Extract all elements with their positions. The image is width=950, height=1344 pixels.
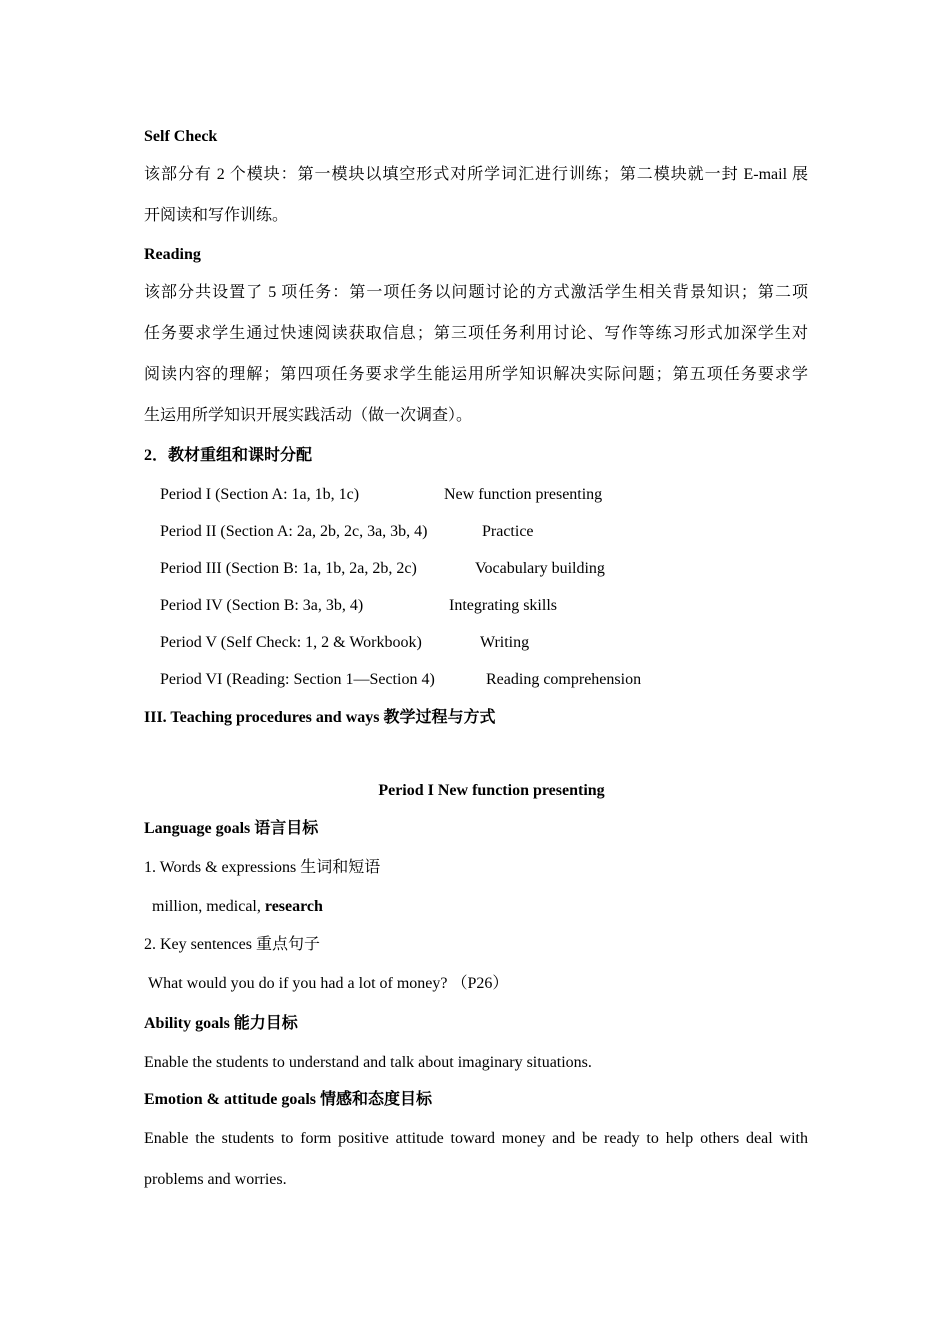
- period-label: Period VI (Reading: Section 1—Section 4): [160, 671, 435, 688]
- ability-goals-heading: Ability goals 能力目标: [144, 1015, 298, 1032]
- section3-heading: III. Teaching procedures and ways 教学过程与方式: [144, 709, 496, 726]
- reading-paragraph-line-4: 生运用所学知识开展实践活动（做一次调查）。: [144, 407, 473, 424]
- reading-paragraph-line-2: 任务要求学生通过快速阅读获取信息；第三项任务利用讨论、写作等练习形式加深学生对: [144, 325, 808, 342]
- period-label: Period I (Section A: 1a, 1b, 1c): [160, 486, 360, 503]
- period-label: Period II (Section A: 2a, 2b, 2c, 3a, 3b, 4): [160, 523, 428, 540]
- reading-heading: Reading: [144, 246, 201, 263]
- period-label: Period III (Section B: 1a, 1b, 2a, 2b, 2c): [160, 560, 417, 577]
- period-topic: New function presenting: [444, 486, 603, 503]
- ability-goals-text: Enable the students to understand and talk about imaginary situations.: [144, 1054, 592, 1071]
- key-sentence: What would you do if you had a lot of money? （P26）: [148, 975, 509, 992]
- vocabulary-plain: million, medical,: [152, 898, 265, 915]
- self-check-paragraph-line-1: 该部分有 2 个模块：第一模块以填空形式对所学词汇进行训练；第二模块就一封 E-mail 展: [144, 166, 808, 183]
- self-check-heading: Self Check: [144, 128, 218, 145]
- language-goals-heading: Language goals 语言目标: [144, 820, 319, 837]
- period-label: Period IV (Section B: 3a, 3b, 4): [160, 597, 364, 614]
- period-topic: Vocabulary building: [475, 560, 605, 577]
- reading-paragraph-line-1: 该部分共设置了 5 项任务：第一项任务以问题讨论的方式激活学生相关背景知识；第二项: [144, 284, 808, 301]
- period-topic: Integrating skills: [449, 597, 557, 614]
- section2-heading: 2．教材重组和课时分配: [144, 447, 313, 464]
- emotion-goals-line-2: problems and worries.: [144, 1171, 287, 1188]
- period-topic: Writing: [480, 634, 530, 651]
- self-check-paragraph-line-2: 开阅读和写作训练。: [144, 207, 289, 224]
- period-label: Period V (Self Check: 1, 2 & Workbook): [160, 634, 422, 651]
- emotion-goals-heading: Emotion & attitude goals 情感和态度目标: [144, 1091, 433, 1108]
- period1-title: Period I New function presenting: [378, 782, 605, 799]
- period-topic: Reading comprehension: [486, 671, 642, 688]
- vocabulary-list: [152, 897, 816, 917]
- period-topic: Practice: [482, 523, 534, 540]
- words-expressions-heading: 1. Words & expressions 生词和短语: [144, 859, 381, 876]
- vocabulary-bold: research: [264, 898, 323, 915]
- key-sentences-heading: 2. Key sentences 重点句子: [144, 936, 320, 953]
- reading-paragraph-line-3: 阅读内容的理解；第四项任务要求学生能运用所学知识解决实际问题；第五项任务要求学: [144, 366, 808, 383]
- emotion-goals-line-1: Enable the students to form positive attitude toward money and be ready to help others deal with: [144, 1130, 808, 1147]
